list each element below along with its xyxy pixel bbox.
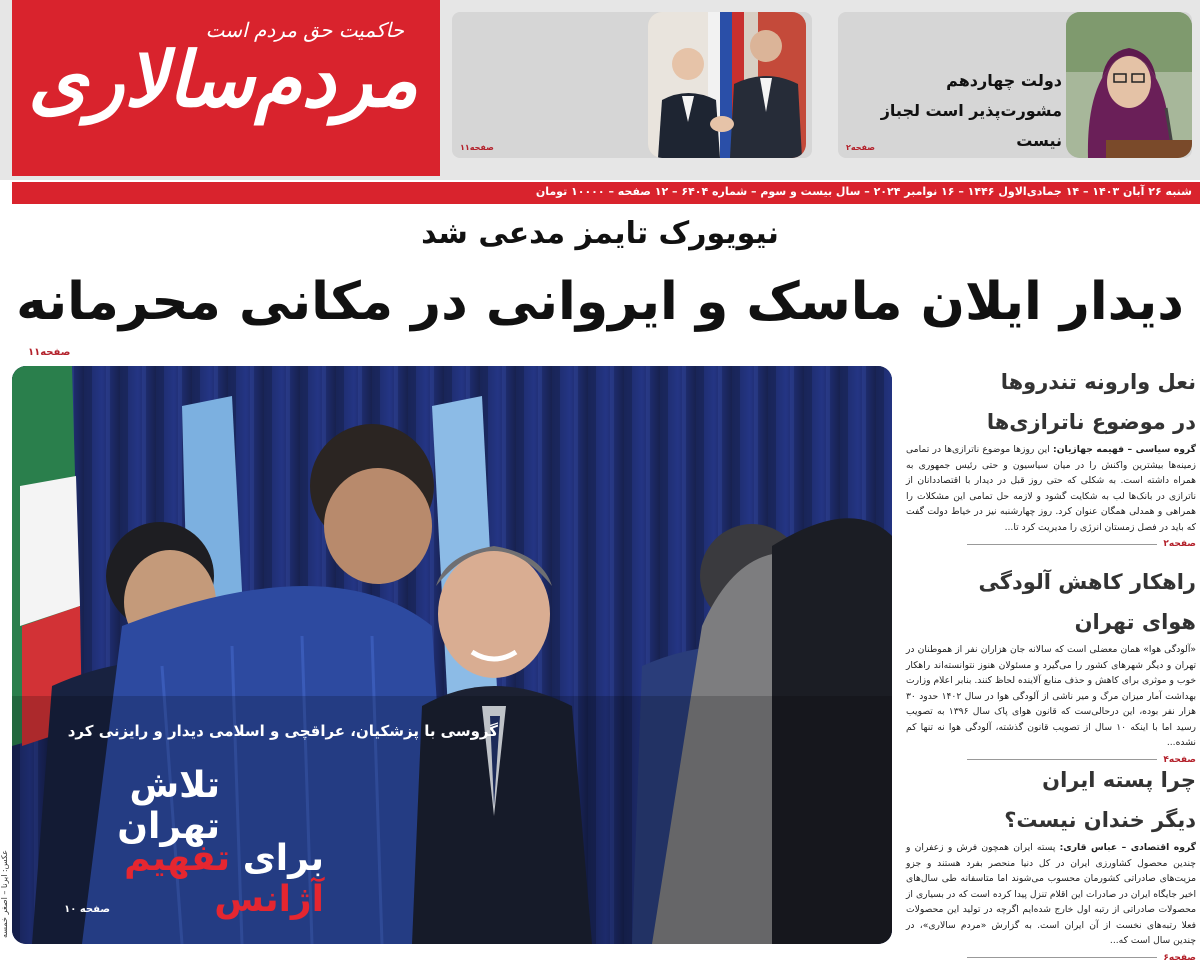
putin-xi-handshake-photo <box>648 12 806 158</box>
newspaper-logo[interactable] <box>12 0 440 176</box>
page-label: صفحه۶ <box>1163 952 1196 963</box>
photo-story-page-ref: صفحه ۱۰ <box>64 904 110 915</box>
dateline-text: شنبه ۲۶ آبان ۱۴۰۳ – ۱۴ جمادی‌الاول ۱۴۴۶ – ۱۶ نوامبر ۲۰۲۴ – سال بیست و سوم – شماره ۶۴۰۴ – ۱۲ صفحه – ۱۰۰۰۰ تومان <box>535 185 1192 198</box>
teaser-page-ref: صفحه۱۱ <box>460 143 494 152</box>
story-pistachio[interactable] <box>906 760 1196 963</box>
story-body <box>906 840 1196 949</box>
story-title-2: هوای تهران <box>1074 610 1196 634</box>
story-text: پسته ایران همچون فرش و زعفران و چندین محصول کشاورزی ایران در کل دنیا منحصر بفرد هستند و جزو مزیت‌های صادراتی کشورمان محسوب می‌شوند اما متاسفانه طی سال‌های اخیر جایگاه ایران در صادرات این اقلام تنزل پیدا کرده است که در بسیاری از محصولات صادراتی از رتبه اول خارج شده‌ایم اگرچه در تولید این محصولات فعلا رتبه‌های نخست از آن ایران است. به گزارش «مردم سالاری»، در چندین سال است که... <box>906 842 1196 946</box>
story-title: چرا پسته ایران <box>1042 768 1196 792</box>
story-air-pollution[interactable] <box>906 562 1196 765</box>
story-text: این روزها موضوع ناترازی‌ها در تمامی زمینه‌ها بیشترین واکنش را در میان سیاسیون و حتی رئیس جمهوری به همراه داشته است. به شکلی که حتی روز قبل در دیدار با اقتصاددانان از ناترازی در بانک‌ها لب به شکایت گشود و لازمه حل تمامی این مشکلات را همراهی و همدلی همگان عنوان کرد. روز چهارشنبه نیز در خیاط دولت گفت که باید در فصل زمستان انرژی را مدیریت کرد تا... <box>906 444 1196 533</box>
lead-page-ref: صفحه۱۱ <box>28 347 71 358</box>
logo-title: مردم‌سالاری <box>28 35 418 124</box>
story-byline: گروه اقتصادی – عباس قاری: <box>1059 842 1197 853</box>
story-byline: گروه سیاسی – فهیمه جهازیان: <box>1053 444 1196 455</box>
teaser-china-russia[interactable] <box>452 12 812 158</box>
story-title-2: در موضوع ناترازی‌ها <box>986 410 1196 434</box>
teaser-government[interactable] <box>838 12 1192 158</box>
story-page-ref <box>906 953 1196 963</box>
logo-slogan: حاکمیت حق مردم است <box>205 18 404 42</box>
story-text: «آلودگی هوا» همان معضلی است که سالانه جان هزاران نفر از هموطنان در تهران و دیگر شهرهای کشور را می‌گیرد و مسئولان هنوز نتوانسته‌اند راهکار خوب و موثری برای کاهش و حذف منابع آلاینده لحاظ کنند. بنابر اعلام وزارت بهداشت آمار میزان مرگ و میر ناشی از آلودگی هوا در سال ۱۴۰۲ حدود ۳۰ هزار نفر بوده، این درحالی‌ست که قانون هوای پاک سال ۱۳۹۶ به تصویب رسید اما با اینکه ۱۰ سال از تصویب قانون گذشته، آلودگی هوا نه تنها کم نشده... <box>906 644 1197 748</box>
story-title: راهکار کاهش آلودگی <box>978 570 1196 594</box>
photo-caption-title[interactable]: تلاش تهران <box>117 765 220 847</box>
dateline-bar <box>12 182 1200 204</box>
lead-headline[interactable]: دیدار ایلان ماسک و ایروانی در مکانی محرمانه <box>16 272 1184 332</box>
divider <box>967 544 1157 545</box>
teaser-page-ref: صفحه۲ <box>846 143 875 152</box>
story-body <box>906 642 1196 751</box>
photo-credit: عکس: ایرنا – اصغر خمسه <box>0 850 9 939</box>
story-body <box>906 442 1196 535</box>
caption-prefix: برای <box>242 838 324 879</box>
story-title-2: دیگر خندان نیست؟ <box>1004 808 1196 832</box>
photo-caption-sub: گروسی با پزشکیان، عراقچی و اسلامی دیدار و رایزنی کرد <box>67 722 498 740</box>
page-label: صفحه۴ <box>1163 754 1196 765</box>
page-label: صفحه۲ <box>1163 539 1196 549</box>
lead-kicker: نیویورک تایمز مدعی شد <box>421 216 779 251</box>
minister-portrait-photo <box>1066 12 1192 158</box>
teaser-headline: دولت چهاردهم مشورت‌پذیر است لجباز نیست <box>880 71 1062 150</box>
caption-highlight: تفهیم آژانس <box>124 838 324 920</box>
story-title: نعل وارونه تندروها <box>1000 370 1196 394</box>
story-page-ref <box>906 539 1196 549</box>
story-extremists[interactable] <box>906 362 1196 549</box>
divider <box>967 957 1157 958</box>
